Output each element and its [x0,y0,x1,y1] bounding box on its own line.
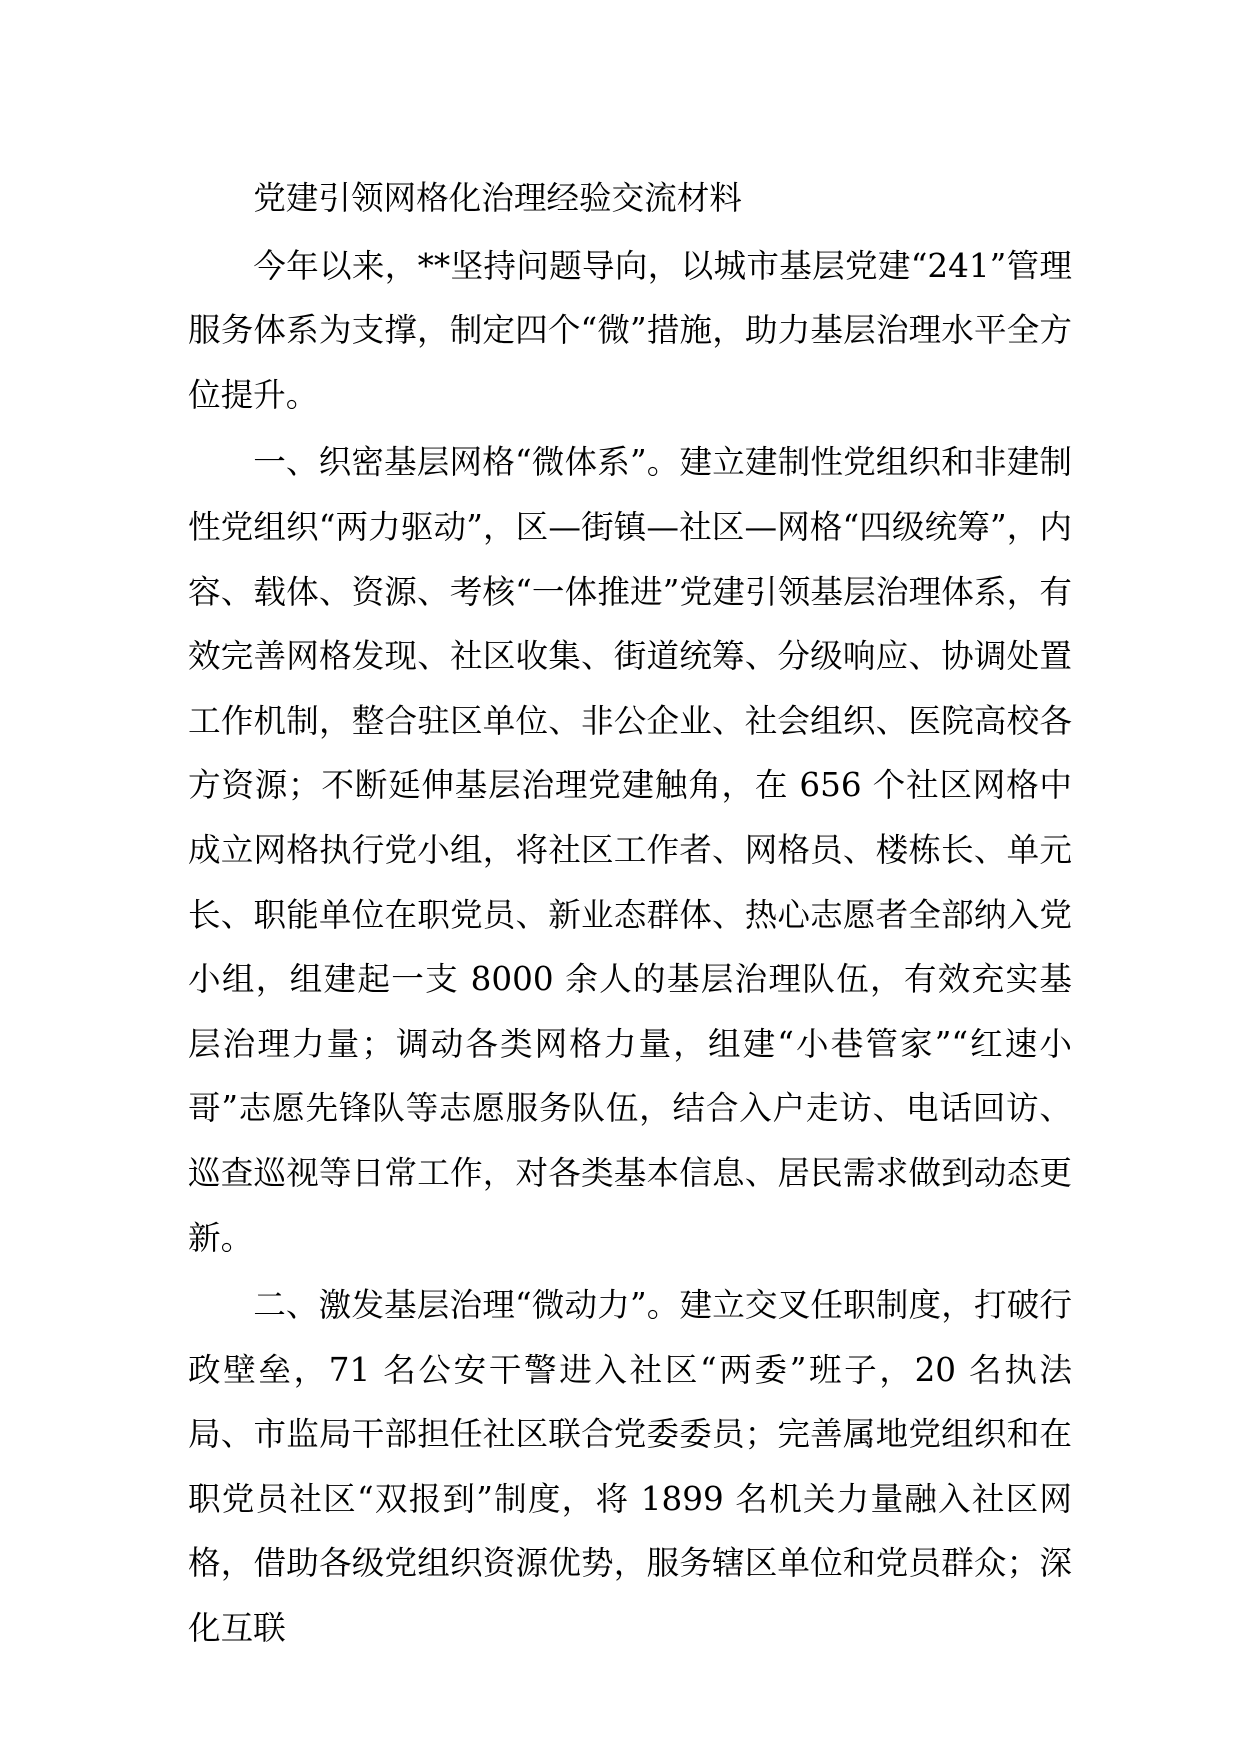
paragraph-section-two: 二、激发基层治理“微动力”。建立交叉任职制度，打破行政壁垒，71 名公安干警进入社区“两委”班子，20 名执法局、市监局干部担任社区联合党委委员；完善属地党组织和在职党员社区“双报到”制度，将 1899 名机关力量融入社区网格，借助各级党组织资源优势，服务辖区单位和党员群众；深化互联 [188,1286,1072,1648]
document-body [188,166,1072,1664]
document-title: 党建引领网格化治理经验交流材料 [253,179,742,217]
paragraph-section-one: 一、织密基层网格“微体系”。建立建制性党组织和非建制性党组织“两力驱动”，区—街镇—社区—网格“四级统筹”，内容、载体、资源、考核“一体推进”党建引领基层治理体系，有效完善网格发现、社区收集、街道统筹、分级响应、协调处置工作机制，整合驻区单位、非公企业、社会组织、医院高校各方资源；不断延伸基层治理党建触角，在 656 个社区网格中成立网格执行党小组，将社区工作者、网格员、楼栋长、单元长、职能单位在职党员、新业态群体、热心志愿者全部纳入党小组，组建起一支 8000 余人的基层治理队伍，有效充实基层治理力量；调动各类网格力量，组建“小巷管家”“红速小哥”志愿先锋队等志愿服务队伍，结合入户走访、电话回访、巡查巡视等日常工作，对各类基本信息、居民需求做到动态更新。 [188,443,1072,1257]
paragraph-intro: 今年以来，**坚持问题导向，以城市基层党建“241”管理服务体系为支撑，制定四个“微”措施，助力基层治理水平全方位提升。 [188,246,1072,414]
